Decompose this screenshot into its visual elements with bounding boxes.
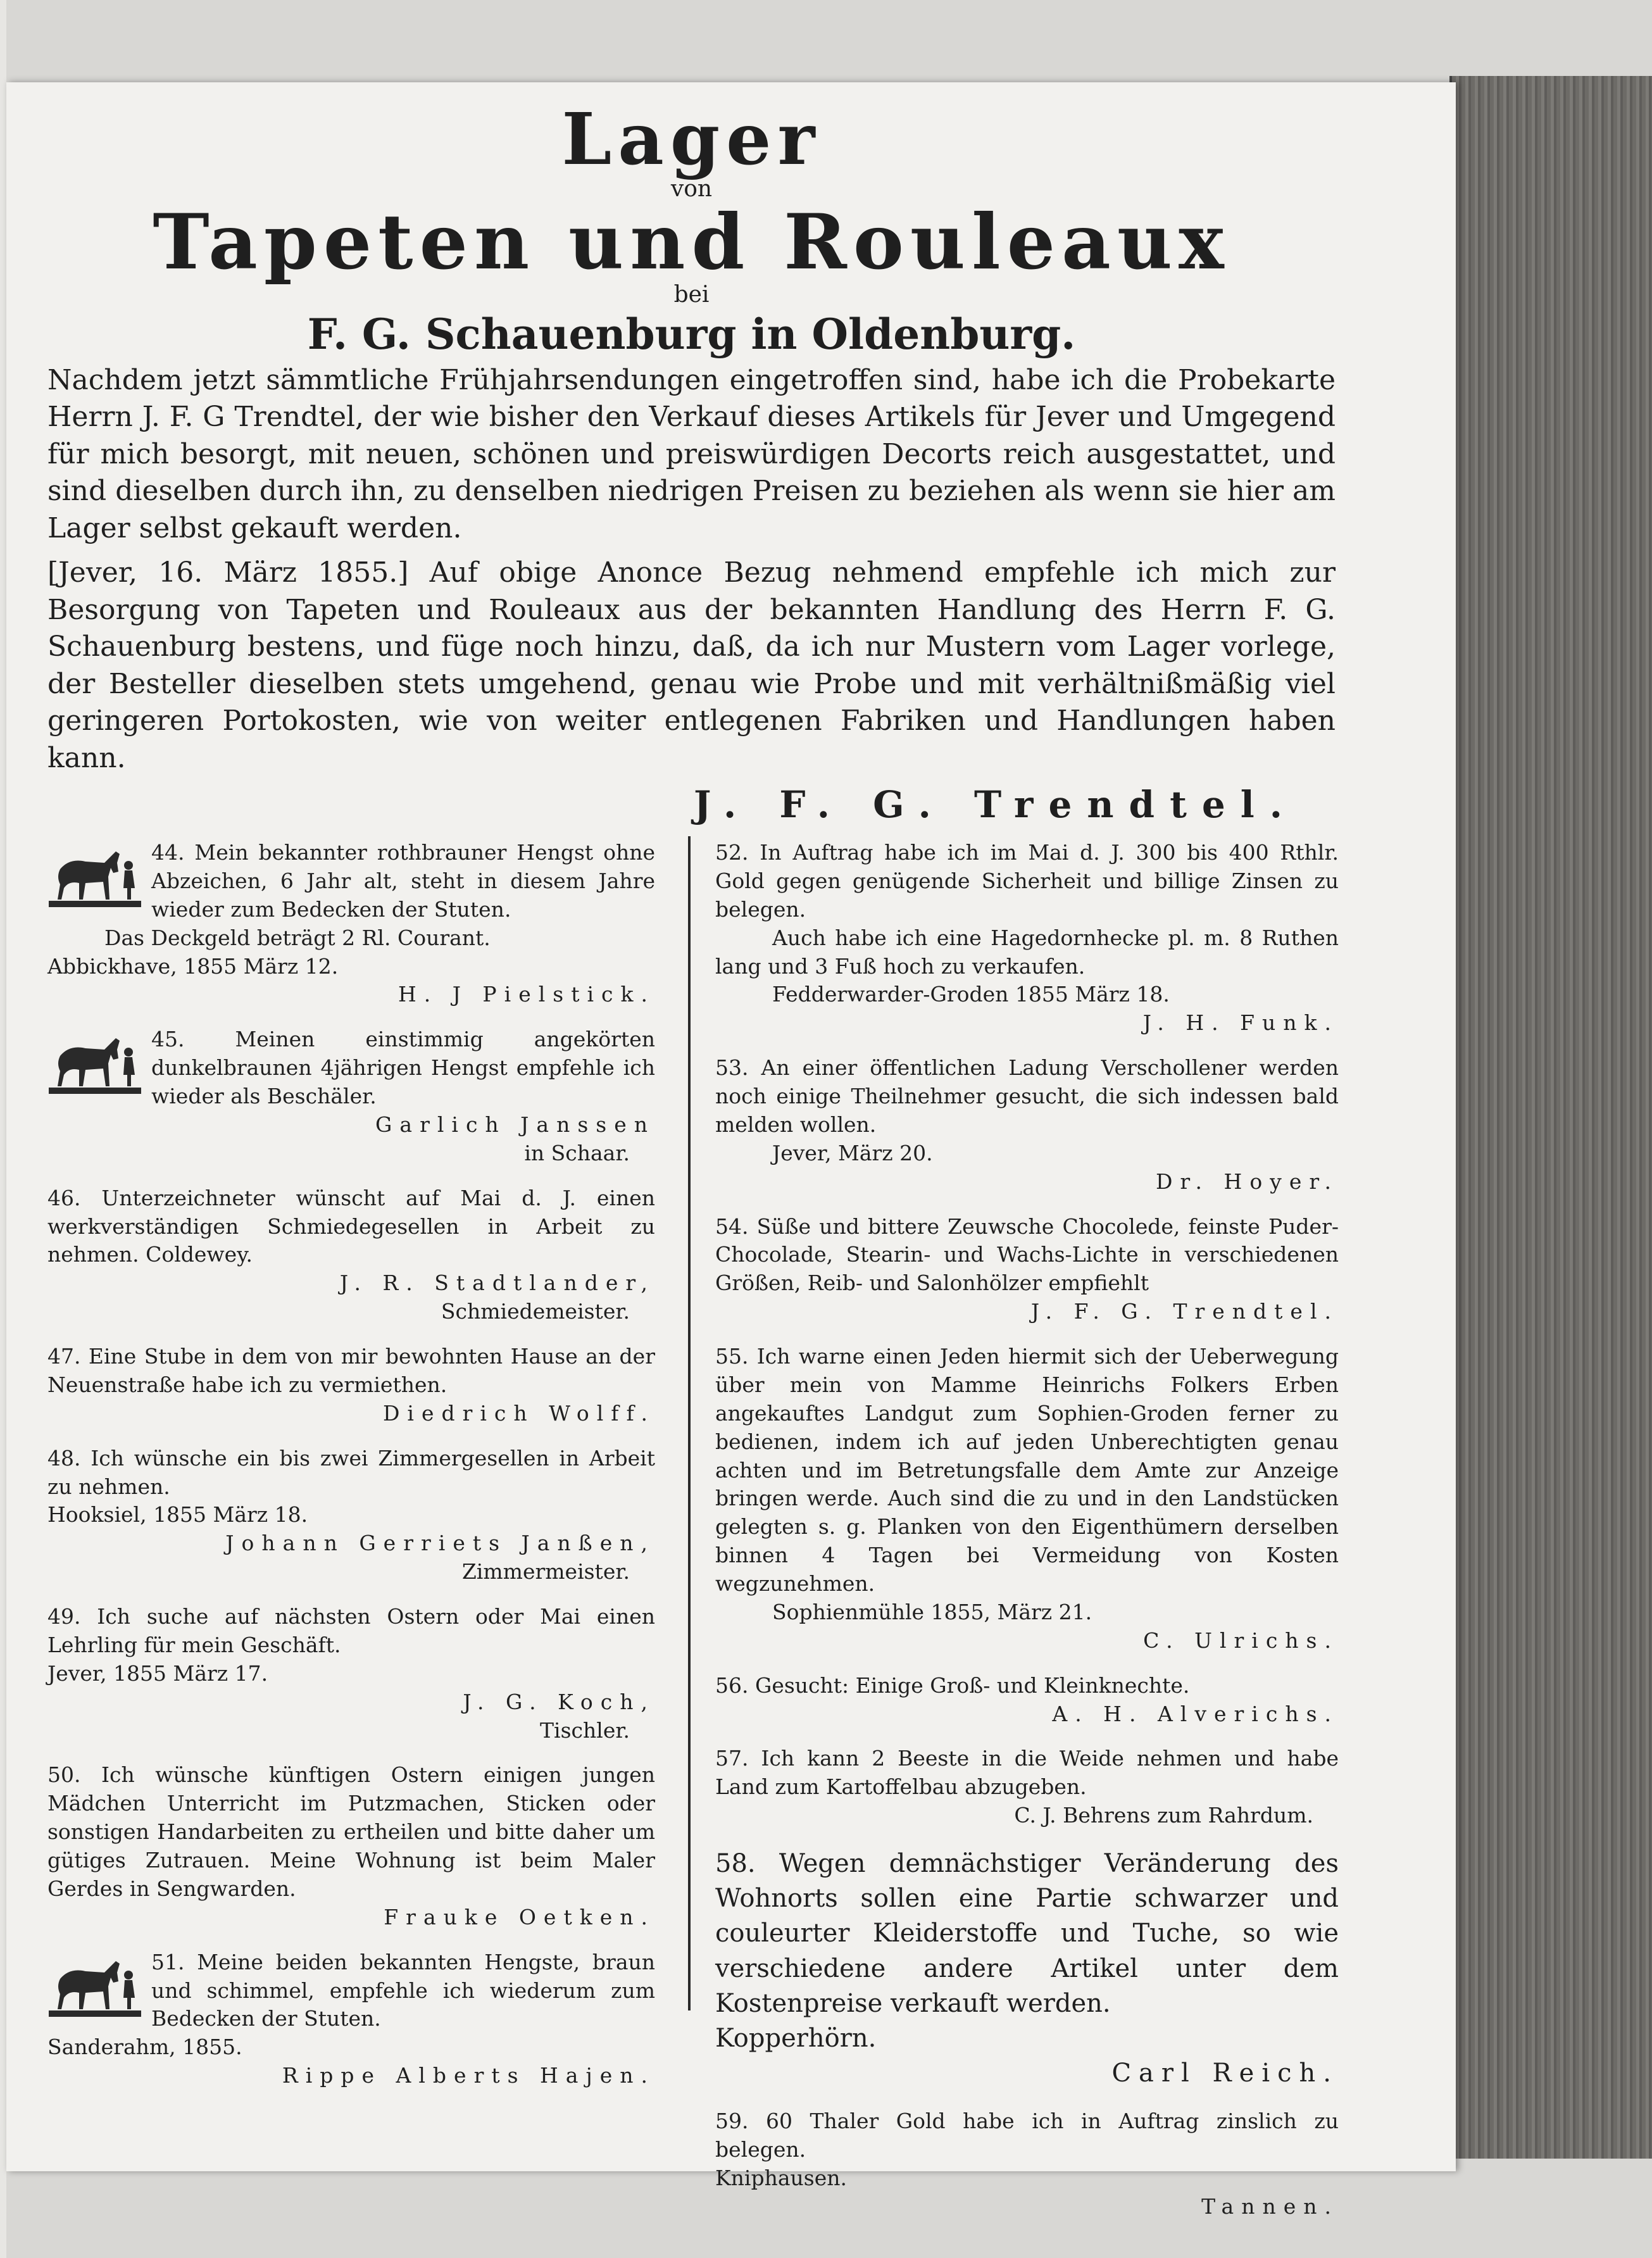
ad-46-signature: J. R. Stadtlander,: [339, 1270, 655, 1296]
ad-53-text: 53. An einer öffentlichen Ladung Verschollener werden noch einige Theilnehmer gesucht, die sich indessen bald melden wollen.: [715, 1055, 1339, 1137]
ad-46-title: Schmiedemeister.: [441, 1299, 630, 1324]
heading-bei: bei: [673, 282, 710, 308]
ad-55-place: Sophienmühle 1855, März 21.: [772, 1599, 1092, 1624]
ad-52-signature: J. H. Funk.: [1142, 1010, 1339, 1036]
ad-50: [47, 1761, 655, 1931]
ad-48: [47, 1445, 655, 1586]
intro-paragraph-2: [Jever, 16. März 1855.] Auf obige Anonce Bezug nehmend empfehle ich mich zur Besorgung von Tapeten und Rouleaux aus der bekannten Handlung des Herrn F. G. Schauenburg bestens, und füge noch hinzu, daß, da ich nur Mustern vom Lager vorlege, der Besteller dieselben stets umgehend, genau wie Probe und mit verhältnißmäßig viel geringeren Portokosten, wie von weiter entlegenen Fabriken und Handlungen haben kann.: [47, 556, 1336, 774]
ad-50-signature: Frauke Oetken.: [384, 1904, 655, 1929]
ad-54: [715, 1213, 1339, 1327]
ad-55-text: 55. Ich warne einen Jeden hiermit sich der Ueberwegung über mein von Mamme Heinrichs Folkers Erben angekauftes Landgut zum Sophien-Groden ferner zu bedienen, indem ich auf jeden Unberechtigten genau achten und im Betretungsfalle dem Amte zur Anzeige bringen werde. Auch sind die zu und in den Landstücken gelegten s. g. Planken von den Eigenthümern derselben binnen 4 Tagen bei Vermeidung von Kosten wegzunehmen.: [715, 1344, 1339, 1596]
ad-48-title: Zimmermeister.: [461, 1559, 630, 1584]
ad-53-signature: Dr. Hoyer.: [1155, 1169, 1339, 1194]
horse-handler-icon: [47, 844, 142, 910]
intro-signature: J. F. G. Trendtel.: [694, 783, 1298, 827]
ad-44-text: 44. Mein bekannter rothbrauner Hengst ohne Abzeichen, 6 Jahr alt, steht in diesem Jahre wieder zum Bedecken der Stuten.: [151, 840, 655, 922]
left-column: [47, 839, 655, 2090]
ad-54-signature: J. F. G. Trendtel.: [1030, 1299, 1339, 1324]
ad-58: [715, 1847, 1339, 2091]
heading-von: von: [670, 176, 713, 202]
ad-48-text: 48. Ich wünsche ein bis zwei Zimmergesellen in Arbeit zu nehmen.: [47, 1445, 655, 1499]
ad-56: [715, 1672, 1339, 1729]
book-spine: [1449, 76, 1652, 2159]
ad-59: [715, 2107, 1339, 2221]
ad-52-text: 52. In Auftrag habe ich im Mai d. J. 300 bis 400 Rthlr. Gold gegen genügende Sicherheit und billige Zinsen zu belegen.: [715, 840, 1339, 922]
ad-59-text: 59. 60 Thaler Gold habe ich in Auftrag zinslich zu belegen.: [715, 2109, 1339, 2162]
ad-49-signature: J. G. Koch,: [463, 1689, 655, 1714]
ad-59-place: Kniphausen.: [715, 2166, 847, 2191]
horse-handler-icon: [47, 1031, 142, 1097]
right-column: [715, 839, 1339, 2221]
ad-47: [47, 1343, 655, 1428]
ad-50-text: 50. Ich wünsche künftigen Ostern einigen jungen Mädchen Unterricht im Putzmachen, Sticken oder sonstigen Handarbeiten zu ertheilen und bitte daher um gütiges Zutrauen. Meine Wohnung ist beim Maler Gerdes in Sengwarden.: [47, 1762, 655, 1901]
heading-lager: Lager: [561, 98, 822, 181]
ad-58-signature: Carl Reich.: [1111, 2059, 1339, 2088]
ad-58-place: Kopperhörn.: [715, 2023, 877, 2053]
column-divider: [688, 836, 691, 2010]
ad-56-text: 56. Gesucht: Einige Groß- und Kleinknechte.: [715, 1672, 1190, 1698]
ad-55: [715, 1343, 1339, 1655]
ad-56-signature: A. H. Alverichs.: [1052, 1701, 1339, 1726]
ad-57-text: 57. Ich kann 2 Beeste in die Weide nehmen und habe Land zum Kartoffelbau abzugeben.: [715, 1746, 1339, 1800]
ad-44-signature: H. J Pielstick.: [397, 982, 655, 1007]
ad-53-place: Jever, März 20.: [772, 1140, 933, 1165]
ad-45: [47, 1026, 655, 1167]
ad-47-signature: Diedrich Wolff.: [382, 1400, 655, 1426]
ad-46-text: 46. Unterzeichneter wünscht auf Mai d. J. einen werkverständigen Schmiedegesellen in Arbeit zu nehmen. Coldewey.: [47, 1185, 655, 1267]
heading-firm: F. G. Schauenburg in Oldenburg.: [307, 309, 1076, 359]
horse-handler-icon: [47, 1954, 142, 2020]
ad-45-text: 45. Meinen einstimmig angekörten dunkelbraunen 4jährigen Hengst empfehle ich wieder als Beschäler.: [151, 1027, 655, 1108]
ad-51-place: Sanderahm, 1855.: [47, 2035, 242, 2060]
ad-57: [715, 1745, 1339, 1830]
ad-52-place: Fedderwarder-Groden 1855 März 18.: [772, 982, 1170, 1007]
ad-51: [47, 1948, 655, 2090]
ad-44: [47, 839, 655, 1009]
ad-44-fee: Das Deckgeld beträgt 2 Rl. Courant.: [104, 925, 491, 950]
ad-55-signature: C. Ulrichs.: [1143, 1628, 1339, 1653]
ad-59-signature: Tannen.: [1201, 2193, 1339, 2219]
ad-44-place: Abbickhave, 1855 März 12.: [47, 953, 339, 979]
ad-53: [715, 1054, 1339, 1196]
ad-52: [715, 839, 1339, 1038]
ad-57-signature: C. J. Behrens zum Rahrdum.: [1014, 1803, 1313, 1828]
intro-paragraph-1: Nachdem jetzt sämmtliche Frühjahrsendungen eingetroffen sind, habe ich die Probekarte Herrn J. F. G Trendtel, der wie bisher den Verkauf dieses Artikels für Jever und Umgegend für mich besorgt, mit neuen, schönen und preiswürdigen Decorts reich ausgestattet, und sind dieselben durch ihn, zu denselben niedrigen Preisen zu beziehen als wenn sie hier am Lager selbst gekauft werden.: [47, 363, 1336, 544]
left-page-edge: [0, 0, 6, 2258]
ad-52-extra: Auch habe ich eine Hagedornhecke pl. m. 8 Ruthen lang und 3 Fuß hoch zu verkaufen.: [715, 925, 1339, 979]
ad-49-title: Tischler.: [540, 1717, 630, 1743]
ad-45-location: in Schaar.: [524, 1140, 630, 1165]
ad-51-signature: Rippe Alberts Hajen.: [282, 2063, 655, 2088]
ad-48-place: Hooksiel, 1855 März 18.: [47, 1502, 308, 1527]
ad-48-signature: Johann Gerriets Janßen,: [225, 1531, 655, 1556]
ad-49: [47, 1603, 655, 1745]
ad-49-text: 49. Ich suche auf nächsten Ostern oder Mai einen Lehrling für mein Geschäft.: [47, 1604, 655, 1657]
ad-51-text: 51. Meine beiden bekannten Hengste, braun und schimmel, empfehle ich wiederum zum Bedecken der Stuten.: [151, 1949, 655, 2031]
header-block: [47, 98, 1336, 827]
ad-47-text: 47. Eine Stube in dem von mir bewohnten Hause an der Neuenstraße habe ich zu vermiethen.: [47, 1344, 655, 1397]
ad-49-place: Jever, 1855 März 17.: [47, 1660, 268, 1686]
ad-45-signature: Garlich Janssen: [375, 1112, 655, 1137]
ad-58-text: 58. Wegen demnächstiger Veränderung des Wohnorts sollen eine Partie schwarzer und couleurter Kleiderstoffe und Tuche, so wie verschiedene andere Artikel unter dem Kostenpreise verkauft werden.: [715, 1849, 1339, 2018]
ad-46: [47, 1184, 655, 1326]
ad-54-text: 54. Süße und bittere Zeuwsche Chocolede, feinste Puder-Chocolade, Stearin- und Wachs-Lichte in verschiedenen Größen, Reib- und Salonhölzer empfiehlt: [715, 1214, 1339, 1296]
heading-main: Tapeten und Rouleaux: [153, 198, 1230, 287]
